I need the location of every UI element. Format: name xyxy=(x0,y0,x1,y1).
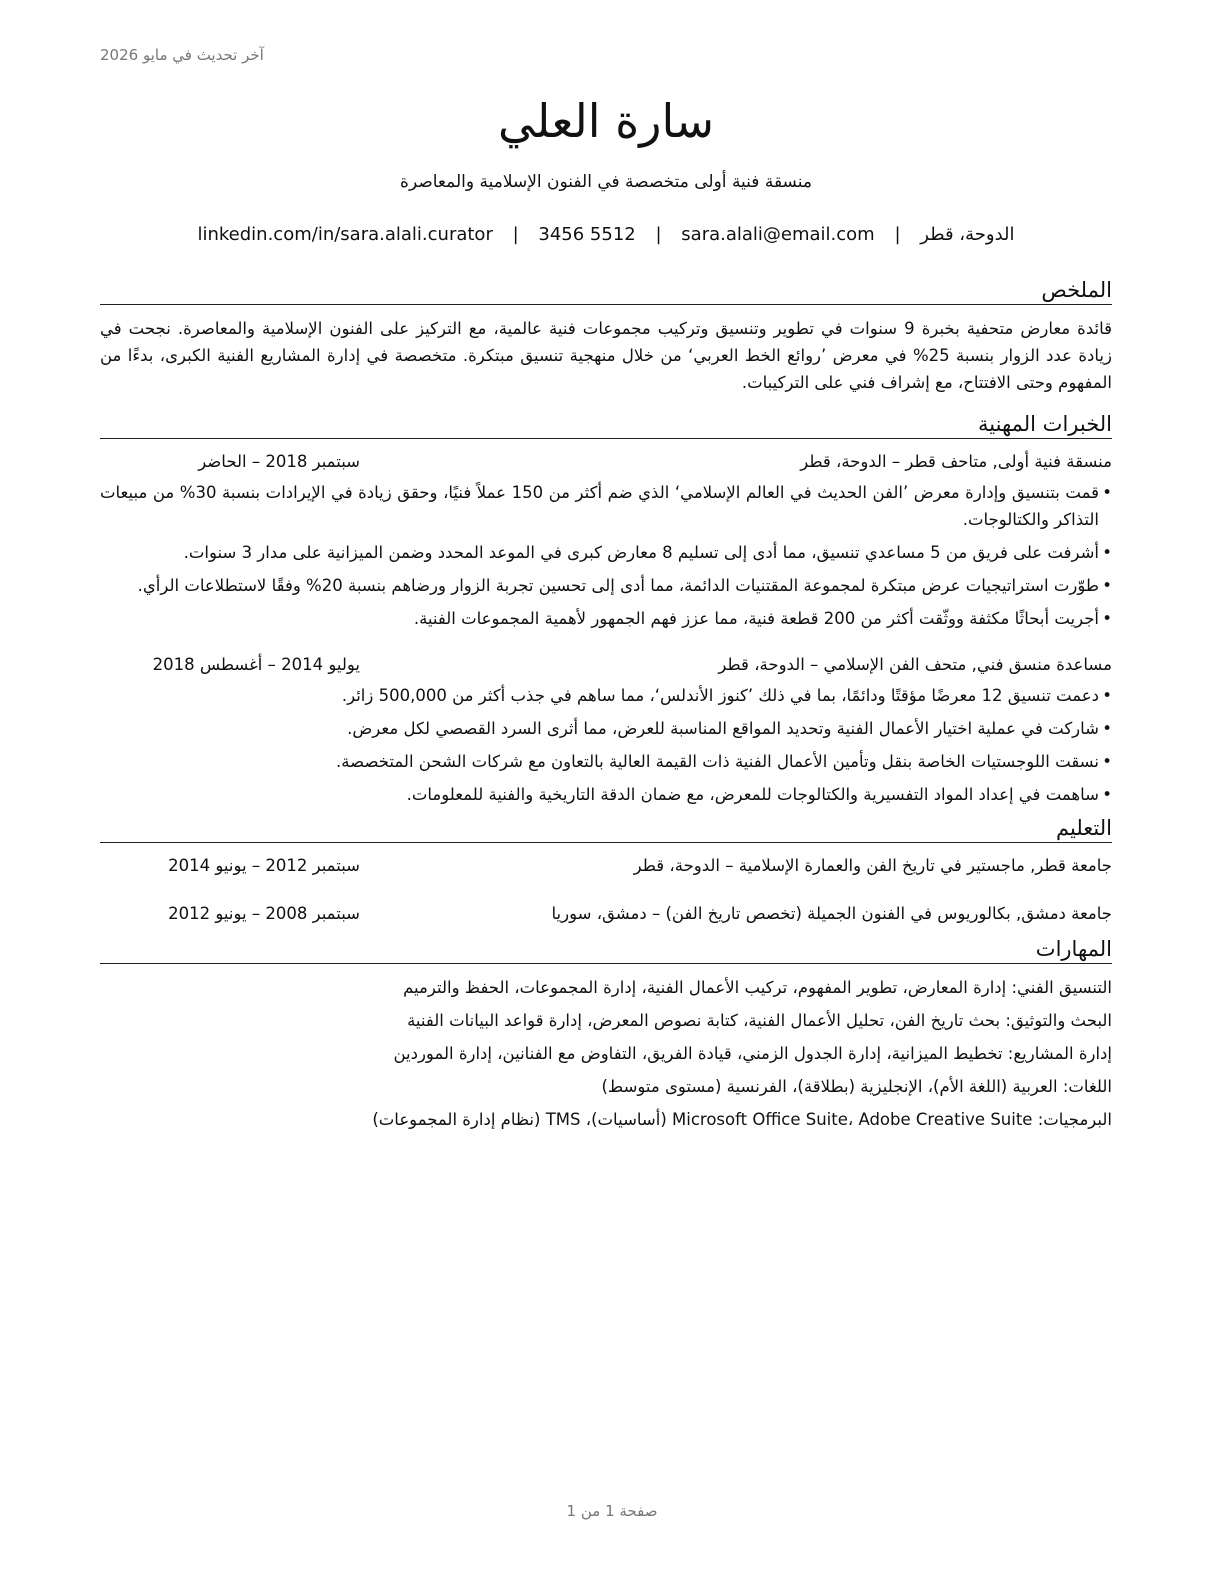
job-role: منسقة فنية أولى, متاحف قطر – الدوحة، قطر xyxy=(800,452,1112,471)
job-header xyxy=(100,449,1112,475)
education-degree: جامعة قطر, ماجستير في تاريخ الفن والعمارة الإسلامية – الدوحة، قطر xyxy=(633,856,1112,875)
job-bullet: • أجريت أبحاثًا مكثفة ووثّقت أكثر من 200 قطعة فنية، مما عزز فهم الجمهور لأهمية المجموعات الفنية. xyxy=(100,605,1112,632)
contact-linkedin[interactable]: linkedin.com/in/sara.alali.curator xyxy=(197,224,493,245)
job-bullet: • أشرفت على فريق من 5 مساعدي تنسيق، مما أدى إلى تسليم 8 معارض كبرى في الموعد المحدد وضمن الميزانية على مدار 3 سنوات. xyxy=(100,539,1112,566)
skill-line: إدارة المشاريع: تخطيط الميزانية، إدارة الجدول الزمني، قيادة الفريق، التفاوض مع الفنانين، إدارة الموردين xyxy=(393,1044,1112,1063)
education-entry xyxy=(100,853,1112,879)
education-heading: التعليم xyxy=(100,814,1112,843)
job-bullet: • دعمت تنسيق 12 معرضًا مؤقتًا ودائمًا، بما في ذلك ’كنوز الأندلس‘، مما ساهم في جذب أكثر من 500,000 زائر. xyxy=(100,682,1112,709)
job-bullet: • ساهمت في إعداد المواد التفسيرية والكتالوجات للمعرض، مع ضمان الدقة التاريخية والفنية للمعلومات. xyxy=(100,781,1112,808)
contact-separator: | xyxy=(655,224,662,245)
skill-line: البحث والتوثيق: بحث تاريخ الفن، تحليل الأعمال الفنية، كتابة نصوص المعرض، إدارة قواعد البيانات الفنية xyxy=(407,1011,1112,1030)
job-dates: سبتمبر 2018 – الحاضر xyxy=(198,452,360,471)
last-updated-note: آخر تحديث في مايو 2026 xyxy=(100,46,264,64)
summary-text: قائدة معارض متحفية بخبرة 9 سنوات في تطوير وتنسيق وتركيب مجموعات فنية عالمية، مع التركيز على الفنون الإسلامية والمعاصرة. نجحت في زيادة عدد الزوار بنسبة 25% في معرض ’روائع الخط العربي‘ من خلال منهجية تنسيق مبتكرة. متخصصة في إدارة المشاريع الفنية الكبرى، بدءًا من المفهوم وحتى الافتتاح، مع إشراف فني على التركيبات. xyxy=(100,319,1112,392)
skill-line: البرمجيات: Microsoft Office Suite، Adobe Creative Suite (أساسيات)، TMS (نظام إدارة المجموعات) xyxy=(372,1110,1112,1129)
skill-line: التنسيق الفني: إدارة المعارض، تطوير المفهوم، تركيب الأعمال الفنية، إدارة المجموعات، الحفظ والترميم xyxy=(403,978,1112,997)
education-entry xyxy=(100,901,1112,927)
page-number: صفحة 1 من 1 xyxy=(566,1502,658,1520)
contact-separator: | xyxy=(512,224,519,245)
job-role: مساعدة منسق فني, متحف الفن الإسلامي – الدوحة، قطر xyxy=(718,655,1112,674)
summary-heading: الملخص xyxy=(100,276,1112,305)
job-bullets xyxy=(100,479,1112,632)
job-dates: يوليو 2014 – أغسطس 2018 xyxy=(152,655,360,674)
spacer xyxy=(100,638,1112,652)
education-dates: سبتمبر 2012 – يونيو 2014 xyxy=(168,856,360,875)
job-bullet: • قمت بتنسيق وإدارة معرض ’الفن الحديث في العالم الإسلامي‘ الذي ضم أكثر من 150 عملاً فنيًا، وحقق زيادة في الإيرادات بنسبة 30% من مبيعات التذاكر والكتالوجات. xyxy=(100,479,1112,533)
experience-heading: الخبرات المهنية xyxy=(100,410,1112,439)
contact-separator: | xyxy=(894,224,901,245)
job-bullet: • نسقت اللوجستيات الخاصة بنقل وتأمين الأعمال الفنية ذات القيمة العالية بالتعاون مع شركات الشحن المتخصصة. xyxy=(100,748,1112,775)
resume-body xyxy=(100,276,1112,1139)
job-bullet: • طوّرت استراتيجيات عرض مبتكرة لمجموعة المقتنيات الدائمة، مما أدى إلى تحسين تجربة الزوار ورضاهم بنسبة 20% وفقًا لاستطلاعات الرأي. xyxy=(100,572,1112,599)
candidate-headline: منسقة فنية أولى متخصصة في الفنون الإسلامية والمعاصرة xyxy=(400,172,812,192)
contact-email[interactable]: sara.alali@email.com xyxy=(681,224,875,245)
job-bullet: • شاركت في عملية اختيار الأعمال الفنية وتحديد المواقع المناسبة للعرض، مما أثرى السرد القصصي لكل معرض. xyxy=(100,715,1112,742)
skill-line: اللغات: العربية (اللغة الأم)، الإنجليزية (بطلاقة)، الفرنسية (مستوى متوسط) xyxy=(601,1077,1112,1096)
contact-location: الدوحة، قطر xyxy=(920,224,1015,245)
education-dates: سبتمبر 2008 – يونيو 2012 xyxy=(168,904,360,923)
job-header xyxy=(100,652,1112,678)
job-entry xyxy=(100,449,1112,632)
job-entry xyxy=(100,652,1112,808)
contact-phone[interactable]: 3456 5512 xyxy=(538,224,636,245)
candidate-name: سارة العلي xyxy=(497,94,715,148)
contact-line xyxy=(100,222,1112,248)
job-bullets xyxy=(100,682,1112,808)
education-degree: جامعة دمشق, بكالوريوس في الفنون الجميلة (تخصص تاريخ الفن) – دمشق، سوريا xyxy=(551,904,1112,923)
skills-heading: المهارات xyxy=(100,935,1112,964)
